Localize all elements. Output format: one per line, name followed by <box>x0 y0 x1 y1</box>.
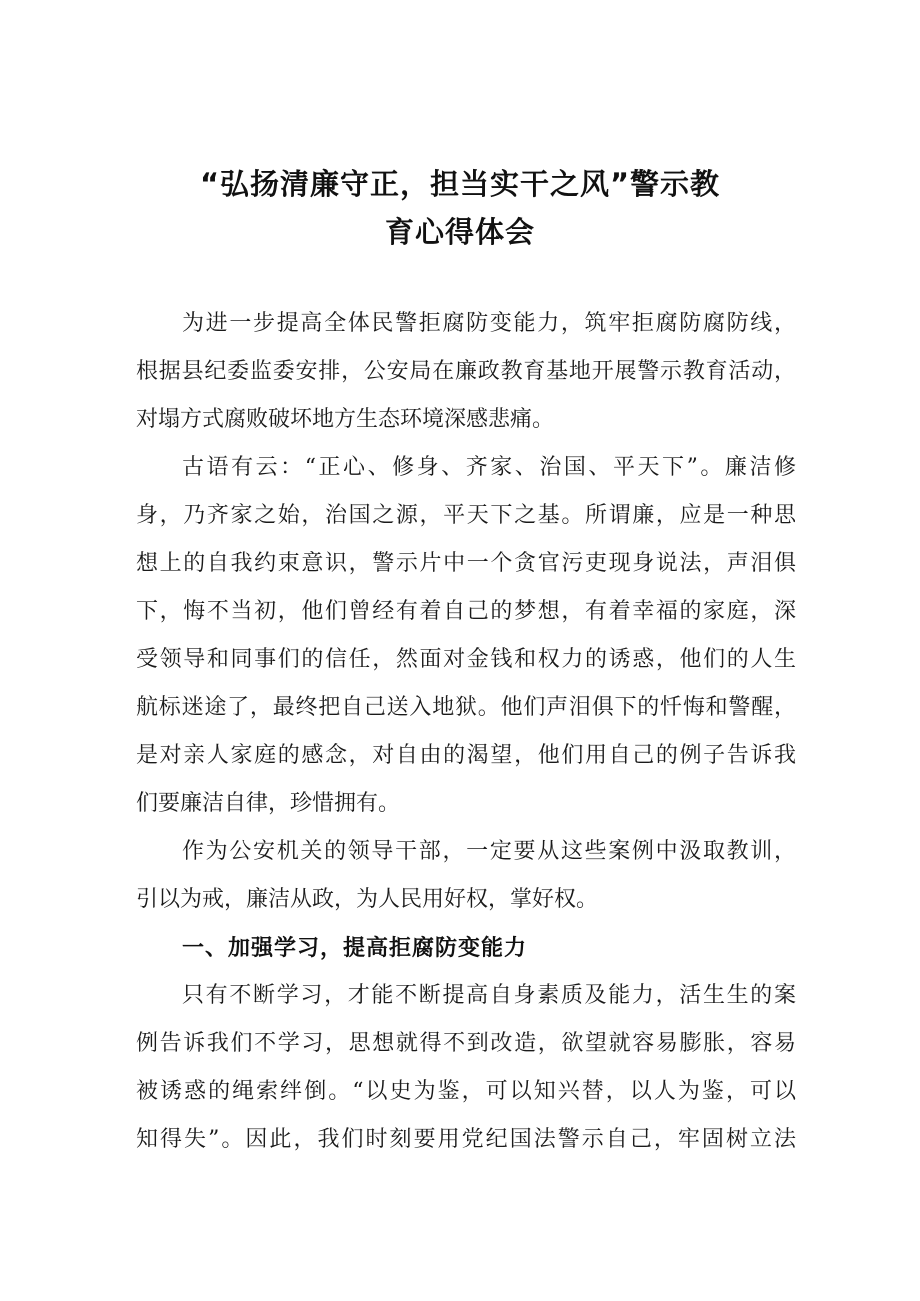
paragraph-3 <box>136 828 796 924</box>
paragraph-line: 引以为戒，廉洁从政，为人民用好权，掌好权。 <box>136 887 599 912</box>
paragraph-line: 作为公安机关的领导干部，一定要从这些案例中汲取教训， <box>182 839 796 864</box>
paragraph-4 <box>136 972 796 1164</box>
paragraph-line: 们要廉洁自律，珍惜拥有。 <box>136 791 401 816</box>
paragraph-line: 对塌方式腐败破坏地方生态环境深感悲痛。 <box>136 407 555 432</box>
document-title-line1: “弘扬清廉守正，担当实干之风”警示教 <box>199 167 721 201</box>
paragraph-1 <box>136 300 796 444</box>
paragraph-line: 被诱惑的绳索绊倒。“以史为鉴，可以知兴替，以人为鉴，可以 <box>136 1079 796 1104</box>
paragraph-line: 想上的自我约束意识，警示片中一个贪官污吏现身说法，声泪俱 <box>136 551 796 576</box>
paragraph-line: 为进一步提高全体民警拒腐防变能力，筑牢拒腐防腐防线， <box>182 311 796 336</box>
paragraph-line: 下，悔不当初，他们曾经有着自己的梦想，有着幸福的家庭，深 <box>136 599 796 624</box>
paragraph-line: 例告诉我们不学习，思想就得不到改造，欲望就容易膨胀，容易 <box>136 1031 796 1056</box>
paragraph-line: 古语有云：“正心、修身、齐家、治国、平天下”。廉洁修 <box>182 455 796 480</box>
document-title-line2: 育心得体会 <box>384 215 535 249</box>
paragraph-line: 只有不断学习，才能不断提高自身素质及能力，活生生的案 <box>182 983 796 1008</box>
paragraph-line: 航标迷途了，最终把自己送入地狱。他们声泪俱下的忏悔和警醒， <box>136 695 796 720</box>
paragraph-line: 身，乃齐家之始，治国之源，平天下之基。所谓廉，应是一种思 <box>136 503 796 528</box>
paragraph-line: 受领导和同事们的信任，然面对金钱和权力的诱惑，他们的人生 <box>136 647 796 672</box>
paragraph-line: 知得失”。因此，我们时刻要用党纪国法警示自己，牢固树立法 <box>136 1127 796 1152</box>
paragraph-2 <box>136 444 796 828</box>
paragraph-line: 根据县纪委监委安排，公安局在廉政教育基地开展警示教育活动， <box>136 359 796 384</box>
section-heading-1: 一、加强学习，提高拒腐防变能力 <box>182 936 528 961</box>
paragraph-line: 是对亲人家庭的感念，对自由的渴望，他们用自己的例子告诉我 <box>136 743 796 768</box>
